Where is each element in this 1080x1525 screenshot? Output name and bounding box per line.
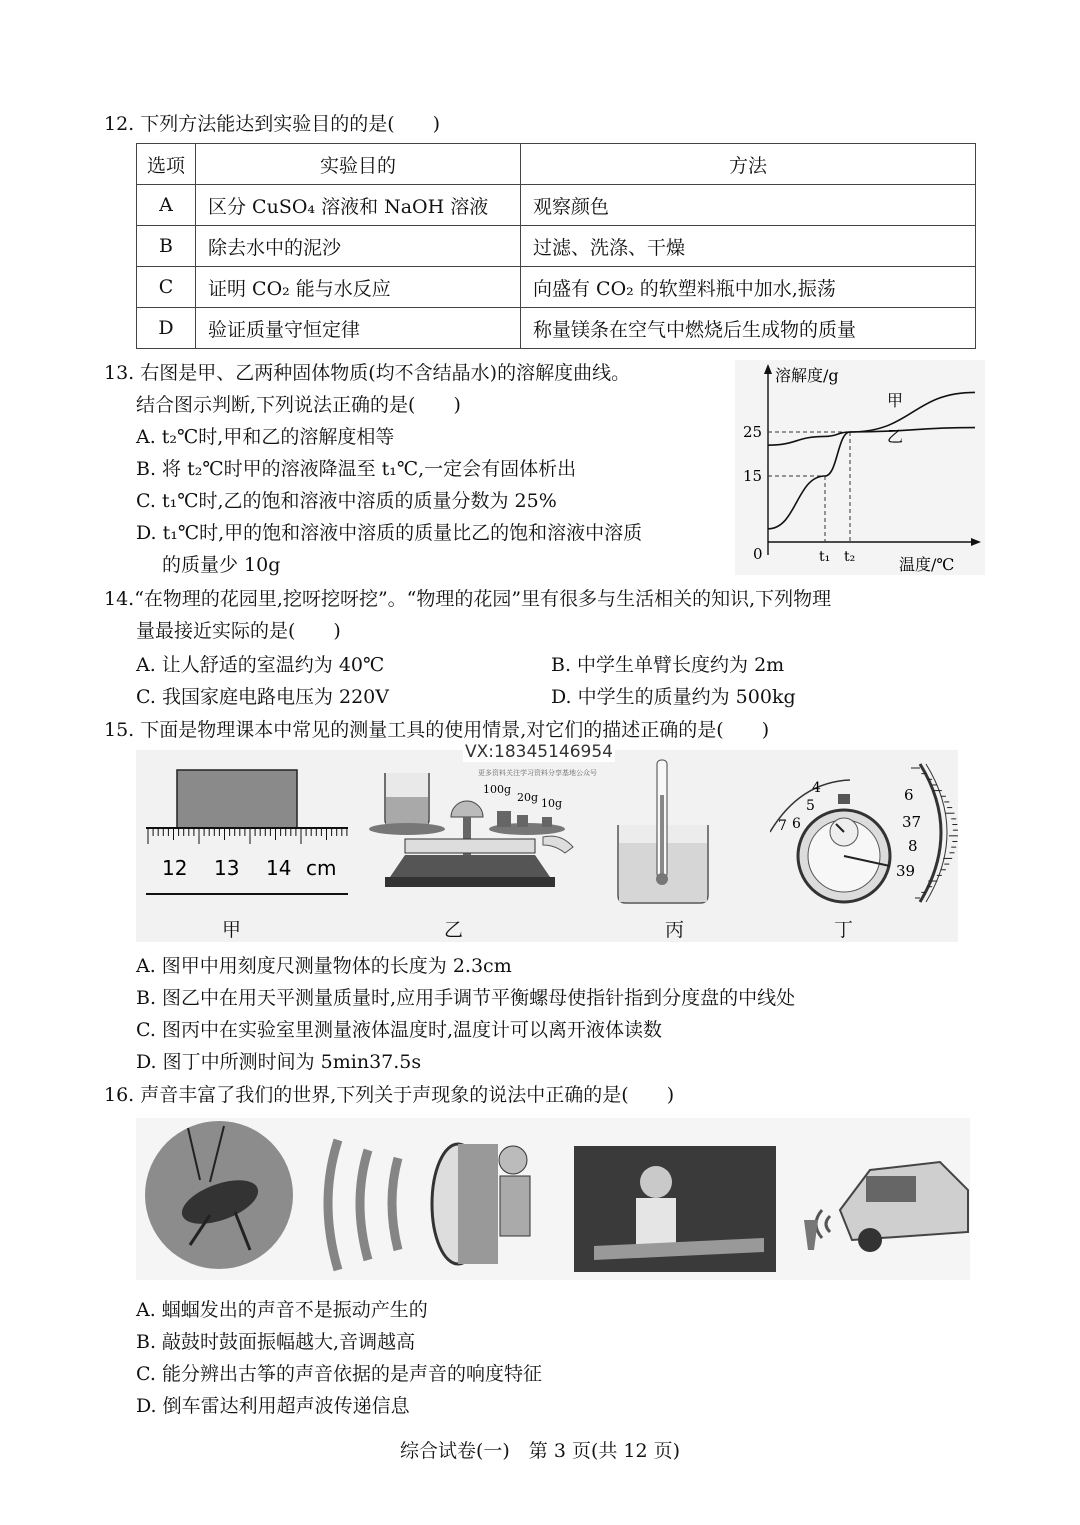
balance-beam-scale	[405, 839, 535, 853]
caption-ding: 丁	[834, 919, 854, 941]
beaker-liquid	[386, 797, 428, 824]
q16-option-c: C. 能分辨出古筝的声音依据的是声音的响度特征	[136, 1363, 542, 1385]
q13-stem-line1: 13. 右图是甲、乙两种固体物质(均不含结晶水)的溶解度曲线。	[104, 362, 631, 384]
traffic-cone-icon	[804, 1220, 818, 1250]
radar-wave-icon	[826, 1216, 830, 1232]
x-axis-label: 温度/℃	[899, 555, 955, 574]
drummer-head	[499, 1146, 527, 1174]
hand-icon	[543, 836, 573, 853]
table-header-row	[137, 144, 976, 185]
outer-label-8: 8	[908, 837, 918, 855]
car-wheel	[858, 1228, 882, 1252]
sound-wave-icon	[360, 1150, 368, 1260]
thermometer-figure	[608, 755, 718, 910]
q13-stem-line2: 结合图示判断,下列说法正确的是( )	[136, 394, 461, 416]
row-method: 过滤、洗涤、干燥	[521, 226, 976, 267]
ruler-ticks	[148, 828, 347, 844]
chart-background	[735, 360, 985, 575]
q14-option-a: A. 让人舒适的室温约为 40℃	[136, 654, 385, 676]
weight-100g	[497, 811, 511, 827]
outer-label-39: 39	[896, 862, 916, 880]
q15-option-b: B. 图乙中在用天平测量质量时,应用手调节平衡螺母使指针指到分度盘的中线处	[136, 987, 796, 1009]
weight-label-20g: 20g	[517, 791, 539, 804]
outer-label-37: 37	[902, 813, 922, 831]
q16-option-d: D. 倒车雷达利用超声波传递信息	[136, 1395, 410, 1417]
y-tick-25: 25	[743, 423, 763, 441]
q15-option-c: C. 图丙中在实验室里测量液体温度时,温度计可以离开液体读数	[136, 1019, 662, 1041]
weight-10g	[542, 817, 552, 827]
outer-label-6: 6	[904, 786, 914, 804]
player-body	[636, 1198, 676, 1248]
row-method: 观察颜色	[521, 185, 976, 226]
q13-option-b: B. 将 t₂℃时甲的溶液降温至 t₁℃,一定会有固体析出	[136, 458, 577, 480]
stopwatch-outer-ticks	[911, 768, 958, 898]
row-purpose: 区分 CuSO₄ 溶液和 NaOH 溶液	[196, 185, 521, 226]
q13-option-d: D. t₁℃时,甲的饱和溶液中溶质的质量比乙的饱和溶液中溶质	[136, 522, 643, 544]
q12-table	[136, 143, 976, 349]
row-purpose: 证明 CO₂ 能与水反应	[196, 267, 521, 308]
q14-option-d: D. 中学生的质量约为 500kg	[551, 686, 796, 708]
origin-label: 0	[753, 545, 763, 563]
q15-option-a: A. 图甲中用刻度尺测量物体的长度为 2.3cm	[136, 955, 512, 977]
caption-yi: 乙	[444, 919, 464, 941]
q15-stem: 15. 下面是物理课本中常见的测量工具的使用情景,对它们的描述正确的是( )	[104, 719, 770, 741]
q15-option-d: D. 图丁中所测时间为 5min37.5s	[136, 1051, 422, 1073]
q14-stem-line1: 14.“在物理的花园里,挖呀挖呀挖”。“物理的花园”里有很多与生活相关的知识,下列物理	[104, 588, 832, 610]
inner-label-4: 4	[812, 780, 821, 796]
thermometer-column	[660, 795, 664, 875]
car-radar-figure	[800, 1140, 972, 1270]
q14-option-b: B. 中学生单臂长度约为 2m	[551, 654, 785, 676]
header-purpose: 实验目的	[196, 144, 521, 185]
weight-20g	[517, 815, 528, 827]
row-option: A	[137, 185, 196, 226]
inner-label-5: 5	[806, 798, 815, 814]
inner-label-7: 7	[778, 818, 787, 834]
ruler-label-cm: cm	[306, 856, 337, 880]
thermometer-bulb	[656, 873, 668, 885]
ruler-label-12: 12	[162, 856, 188, 880]
sound-wave-icon	[328, 1140, 338, 1270]
guzheng-player-icon	[574, 1146, 776, 1272]
balance-foot	[385, 877, 555, 887]
q12-stem: 12. 下列方法能达到实验目的的是( )	[104, 113, 441, 135]
x-tick-t2: t₂	[844, 549, 856, 565]
row-option: C	[137, 267, 196, 308]
series-yi-label: 乙	[887, 427, 904, 446]
sound-wave-icon	[392, 1158, 398, 1250]
y-axis-label: 溶解度/g	[775, 366, 839, 385]
q13-option-d-cont: 的质量少 10g	[162, 554, 281, 576]
weight-label-10g: 10g	[541, 797, 563, 810]
drum-body	[458, 1144, 498, 1264]
q14-stem-line2: 量最接近实际的是( )	[136, 620, 341, 642]
q13-option-c: C. t₁℃时,乙的饱和溶液中溶质的质量分数为 25%	[136, 490, 557, 512]
guzheng-icon	[594, 1238, 764, 1260]
table-row	[137, 267, 976, 308]
caption-jia: 甲	[222, 919, 242, 941]
drummer-body	[500, 1176, 530, 1236]
x-tick-t1: t₁	[819, 549, 831, 565]
series-jia-label: 甲	[887, 391, 904, 410]
drum-figure	[318, 1130, 548, 1275]
row-method: 称量镁条在空气中燃烧后生成物的质量	[521, 308, 976, 349]
table-row	[137, 226, 976, 267]
player-head	[640, 1166, 672, 1198]
table-row	[137, 185, 976, 226]
balance-base	[390, 855, 550, 877]
watermark-subtitle: 更多资料关注学习资料分享基地公众号	[478, 769, 597, 777]
ruler-label-14: 14	[266, 856, 292, 880]
inner-label-6: 6	[792, 816, 801, 832]
page-footer: 综合试卷(一) 第 3 页(共 12 页)	[399, 1440, 681, 1462]
weight-label-100g: 100g	[483, 783, 512, 796]
row-purpose: 除去水中的泥沙	[196, 226, 521, 267]
watermark-contact: VX:18345146954	[465, 742, 613, 762]
left-pan	[369, 823, 445, 835]
guzheng-photo	[574, 1146, 776, 1272]
measured-block	[177, 770, 297, 828]
row-option: B	[137, 226, 196, 267]
y-tick-15: 15	[743, 467, 763, 485]
caption-bing: 丙	[665, 919, 685, 941]
ruler-figure	[140, 760, 355, 905]
row-purpose: 验证质量守恒定律	[196, 308, 521, 349]
stopwatch-crown	[838, 794, 850, 804]
ruler-label-13: 13	[214, 856, 240, 880]
q16-option-b: B. 敲鼓时鼓面振幅越大,音调越高	[136, 1331, 416, 1353]
row-method: 向盛有 CO₂ 的软塑料瓶中加水,振荡	[521, 267, 976, 308]
header-option: 选项	[137, 144, 196, 185]
row-option: D	[137, 308, 196, 349]
q13-option-a: A. t₂℃时,甲和乙的溶解度相等	[136, 426, 395, 448]
q16-option-a: A. 蝈蝈发出的声音不是振动产生的	[136, 1299, 428, 1321]
table-row	[137, 308, 976, 349]
solubility-chart	[735, 360, 985, 575]
header-method: 方法	[521, 144, 976, 185]
balance-dial-icon	[451, 801, 483, 817]
katydid-photo	[140, 1120, 298, 1270]
stopwatch-figure	[770, 752, 960, 914]
car-window	[866, 1176, 916, 1202]
q16-stem: 16. 声音丰富了我们的世界,下列关于声现象的说法中正确的是( )	[104, 1084, 675, 1106]
q14-option-c: C. 我国家庭电路电压为 220V	[136, 686, 389, 708]
